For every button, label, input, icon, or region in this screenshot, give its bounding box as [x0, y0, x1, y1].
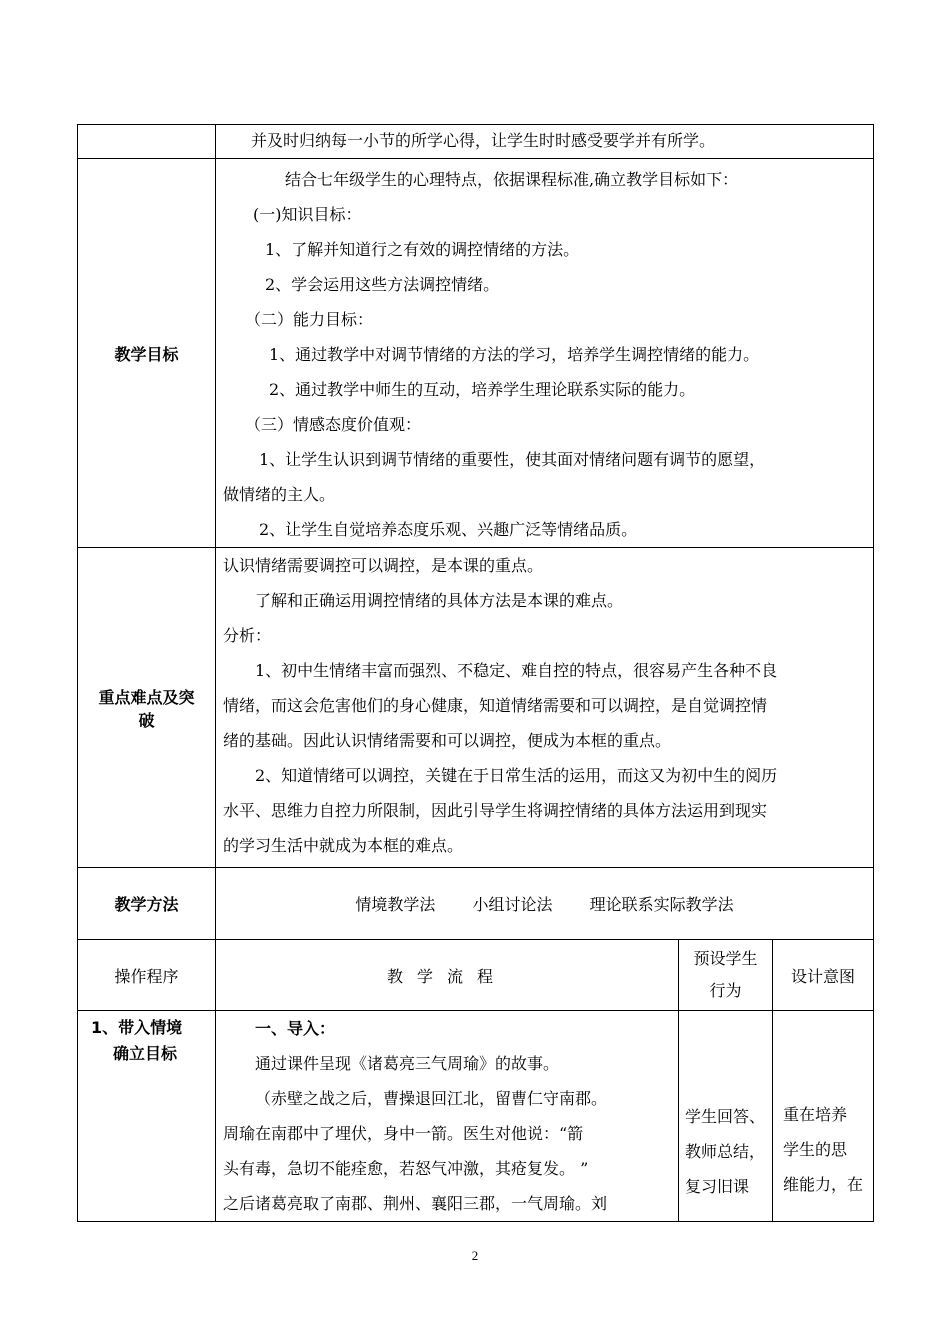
key-points-line: 的学习生活中就成为本框的难点。 — [223, 836, 464, 855]
design-intent-col-label: 设计意图 — [773, 940, 874, 1011]
step1-line: 头有毒，急切不能痊愈，若怒气冲激，其疮复发。 ” — [223, 1159, 589, 1178]
design-intent-line: 重在培养 — [783, 1105, 848, 1124]
intro-text-cell — [216, 125, 874, 159]
objectives-line: 1、通过教学中对调节情绪的方法的学习，培养学生调控情绪的能力。 — [269, 345, 760, 364]
objectives-line: 结合七年级学生的心理特点，依据课程标准,确立教学目标如下： — [285, 170, 739, 189]
step1-design-intent — [773, 1011, 874, 1222]
method-item: 小组讨论法 — [472, 895, 553, 914]
objectives-content — [216, 159, 874, 548]
lesson-plan-table — [77, 124, 874, 1222]
key-points-label-line: 破 — [138, 710, 155, 730]
step1-student-behavior — [679, 1011, 773, 1222]
step1-label-line: 确立目标 — [113, 1044, 178, 1063]
methods-row — [78, 868, 874, 940]
key-points-label — [78, 548, 216, 868]
key-points-line: 1、初中生情绪丰富而强烈、不稳定、难自控的特点，很容易产生各种不良 — [255, 661, 778, 680]
step1-label — [78, 1011, 216, 1222]
methods-content — [216, 868, 874, 940]
objectives-line: (一)知识目标： — [253, 205, 362, 224]
procedure-header-row — [78, 940, 874, 1011]
methods-label: 教学方法 — [78, 868, 216, 940]
design-intent-line: 学生的思 — [783, 1140, 848, 1159]
key-points-line: 情绪，而这会危害他们的身心健康，知道情绪需要和可以调控，是自觉调控情 — [223, 696, 768, 715]
student-behavior-line: 教师总结， — [685, 1142, 766, 1161]
objectives-line: 1、让学生认识到调节情绪的重要性，使其面对情绪问题有调节的愿望， — [259, 450, 766, 469]
key-points-line: 2、知道情绪可以调控，关键在于日常生活的运用，而这又为初中生的阅历 — [255, 766, 778, 785]
student-behavior-label-line: 预设学生 — [693, 949, 758, 968]
objectives-line: 做情绪的主人。 — [223, 485, 336, 504]
step1-line: 通过课件呈现《诸葛亮三气周瑜》的故事。 — [255, 1054, 560, 1073]
student-behavior-line: 复习旧课 — [685, 1177, 750, 1196]
key-points-content — [216, 548, 874, 868]
step1-flow-content — [216, 1011, 679, 1222]
student-behavior-line: 学生回答、 — [685, 1107, 766, 1126]
key-points-line: 水平、思维力自控力所限制，因此引导学生将调控情绪的具体方法运用到现实 — [223, 801, 768, 820]
key-points-line: 认识情绪需要调控可以调控，是本课的重点。 — [223, 556, 544, 575]
intro-text: 并及时归纳每一小节的所学心得，让学生时时感受要学并有所学。 — [251, 131, 716, 150]
step1-heading: 一、导入： — [255, 1019, 336, 1038]
intro-row — [78, 125, 874, 159]
step1-label-line: 1、带入情境 — [91, 1018, 183, 1037]
objectives-line: （三）情感态度价值观： — [245, 415, 422, 434]
page-number: 2 — [471, 1248, 479, 1263]
objectives-line: 2、通过教学中师生的互动，培养学生理论联系实际的能力。 — [269, 380, 696, 399]
step1-line: 周瑜在南郡中了埋伏，身中一箭。医生对他说：“箭 — [223, 1124, 584, 1143]
objectives-line: （二）能力目标： — [245, 310, 374, 329]
key-points-row — [78, 548, 874, 868]
objectives-label: 教学目标 — [78, 159, 216, 548]
objectives-row — [78, 159, 874, 548]
objectives-line: 2、让学生自觉培养态度乐观、兴趣广泛等情绪品质。 — [259, 520, 638, 539]
method-item: 理论联系实际教学法 — [589, 895, 734, 914]
objectives-line: 2、学会运用这些方法调控情绪。 — [265, 275, 500, 294]
step1-row — [78, 1011, 874, 1222]
key-points-line: 了解和正确运用调控情绪的具体方法是本课的难点。 — [255, 591, 624, 610]
key-points-label-line: 重点难点及突 — [98, 687, 195, 707]
design-intent-line: 维能力，在 — [783, 1175, 864, 1194]
intro-label-cell — [78, 125, 216, 159]
student-behavior-col-label — [679, 940, 773, 1011]
step1-line: 之后诸葛亮取了南郡、荆州、襄阳三郡，一气周瑜。刘 — [223, 1194, 608, 1213]
flow-col-label: 教学流程 — [216, 940, 679, 1011]
key-points-line: 绪的基础。因此认识情绪需要和可以调控，便成为本框的重点。 — [223, 731, 672, 750]
student-behavior-label-line: 行为 — [709, 981, 742, 1000]
key-points-line: 分析： — [223, 626, 272, 645]
step1-line: （赤壁之战之后，曹操退回江北，留曹仁守南郡。 — [255, 1089, 608, 1108]
objectives-line: 1、了解并知道行之有效的调控情绪的方法。 — [265, 240, 580, 259]
method-item: 情境教学法 — [355, 895, 436, 914]
procedure-col-label: 操作程序 — [78, 940, 216, 1011]
